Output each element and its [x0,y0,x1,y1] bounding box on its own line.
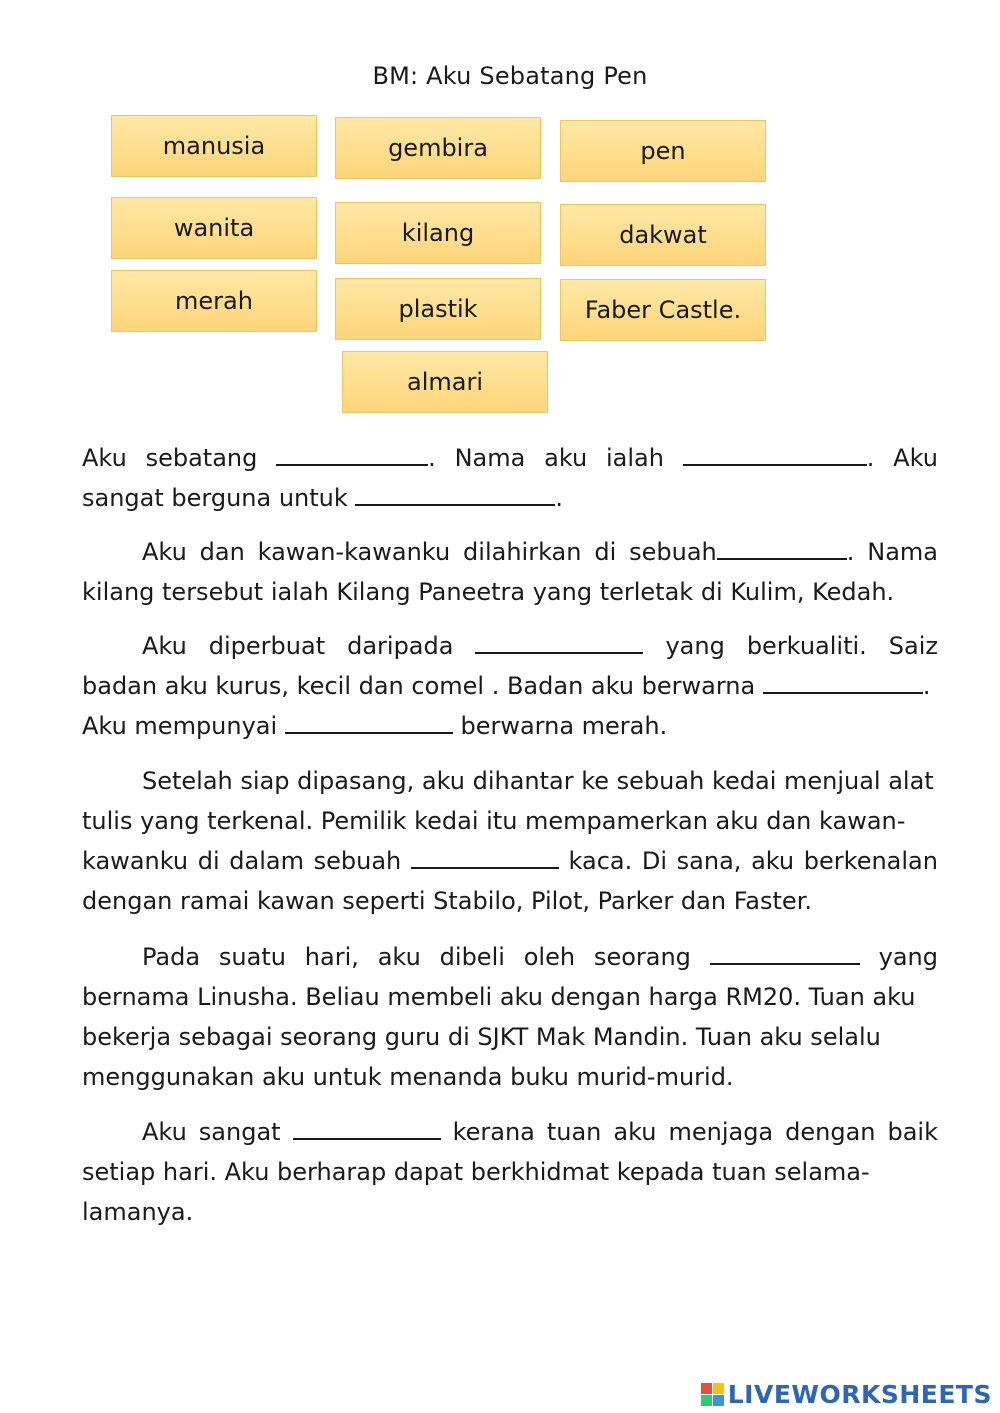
paragraph-line [82,438,938,478]
paragraph-line [82,1112,938,1152]
logo-square [713,1395,724,1406]
text-segment: Aku sangat [142,1118,281,1146]
word-card-almari[interactable]: almari [342,351,548,413]
brand-name: LIVEWORKSHEETS [727,1379,992,1409]
text-segment: . Nama [846,538,938,566]
text-segment: Pada suatu hari, aku dibeli oleh seorang [142,943,691,971]
paragraph-5 [82,937,938,1097]
text-segment: . [555,484,564,512]
text-segment: Aku dan kawan-kawanku dilahirkan di sebuah [142,538,717,566]
text-segment: . Nama aku ialah [428,444,664,472]
text-segment: kawanku di dalam sebuah [82,847,402,875]
paragraph-line: dengan ramai kawan seperti Stabilo, Pilot, Parker dan Faster. [82,887,812,915]
text-segment: sangat berguna untuk [82,484,348,512]
word-card-wanita[interactable]: wanita [111,197,317,259]
word-card-faber-castle[interactable]: Faber Castle. [560,279,766,341]
paragraph-line: lamanya. [82,1198,194,1226]
word-card-manusia[interactable]: manusia [111,115,317,177]
logo-square [701,1383,712,1394]
paragraph-line: tulis yang terkenal. Pemilik kedai itu mempamerkan aku dan kawan- [82,807,906,835]
paragraph-line [82,626,938,666]
word-card-kilang[interactable]: kilang [335,202,541,264]
logo-square [701,1395,712,1406]
paragraph-line: Setelah siap dipasang, aku dihantar ke sebuah kedai menjual alat [142,767,934,795]
paragraph-1 [82,438,938,518]
paragraph-line: bekerja sebagai seorang guru di SJKT Mak Mandin. Tuan aku selalu [82,1023,881,1051]
word-card-dakwat[interactable]: dakwat [560,204,766,266]
paragraph-line [82,841,938,881]
liveworksheets-logo [701,1379,992,1409]
blank-4-input[interactable] [717,532,847,560]
text-segment: badan aku kurus, kecil dan comel . Badan aku berwarna [82,672,756,700]
page-title: BM: Aku Sebatang Pen [372,62,648,90]
paragraph-6 [82,1112,938,1232]
text-segment: . Aku [866,444,938,472]
text-segment: berwarna merah. [460,712,668,740]
blank-1-input[interactable] [276,438,428,466]
text-segment: Aku diperbuat daripada [142,632,454,660]
paragraph-line [82,478,938,518]
paragraph-line [82,706,938,746]
paragraph-4 [82,761,938,921]
paragraph-line: kilang tersebut ialah Kilang Paneetra yang terletak di Kulim, Kedah. [82,578,895,606]
blank-3-input[interactable] [355,478,555,506]
paragraph-line: menggunakan aku untuk menanda buku murid-murid. [82,1063,734,1091]
logo-square [713,1383,724,1394]
blank-5-input[interactable] [475,626,643,654]
paragraph-line: setiap hari. Aku berharap dapat berkhidmat kepada tuan selama- [82,1158,870,1186]
text-segment: kaca. Di sana, aku berkenalan [568,847,938,875]
paragraph-line [82,937,938,977]
text-segment: Aku mempunyai [82,712,278,740]
blank-2-input[interactable] [683,438,867,466]
blank-9-input[interactable] [710,937,860,965]
blank-6-input[interactable] [763,666,923,694]
blank-7-input[interactable] [285,706,453,734]
text-segment: yang [878,943,938,971]
text-segment [142,538,938,566]
paragraph-2 [82,532,938,612]
word-card-merah[interactable]: merah [111,270,317,332]
text-segment: Aku sebatang [82,444,258,472]
liveworksheets-logo-icon [701,1383,724,1406]
text-segment: yang berkualiti. Saiz [665,632,938,660]
paragraph-line: bernama Linusha. Beliau membeli aku dengan harga RM20. Tuan aku [82,983,916,1011]
paragraph-line [82,666,938,706]
word-card-pen[interactable]: pen [560,120,766,182]
paragraph-3 [82,626,938,746]
word-card-gembira[interactable]: gembira [335,117,541,179]
text-segment: . [922,672,931,700]
blank-10-input[interactable] [293,1112,441,1140]
paragraph-line [82,532,938,572]
text-segment: kerana tuan aku menjaga dengan baik [452,1118,938,1146]
word-card-plastik[interactable]: plastik [335,278,541,340]
blank-8-input[interactable] [411,841,559,869]
